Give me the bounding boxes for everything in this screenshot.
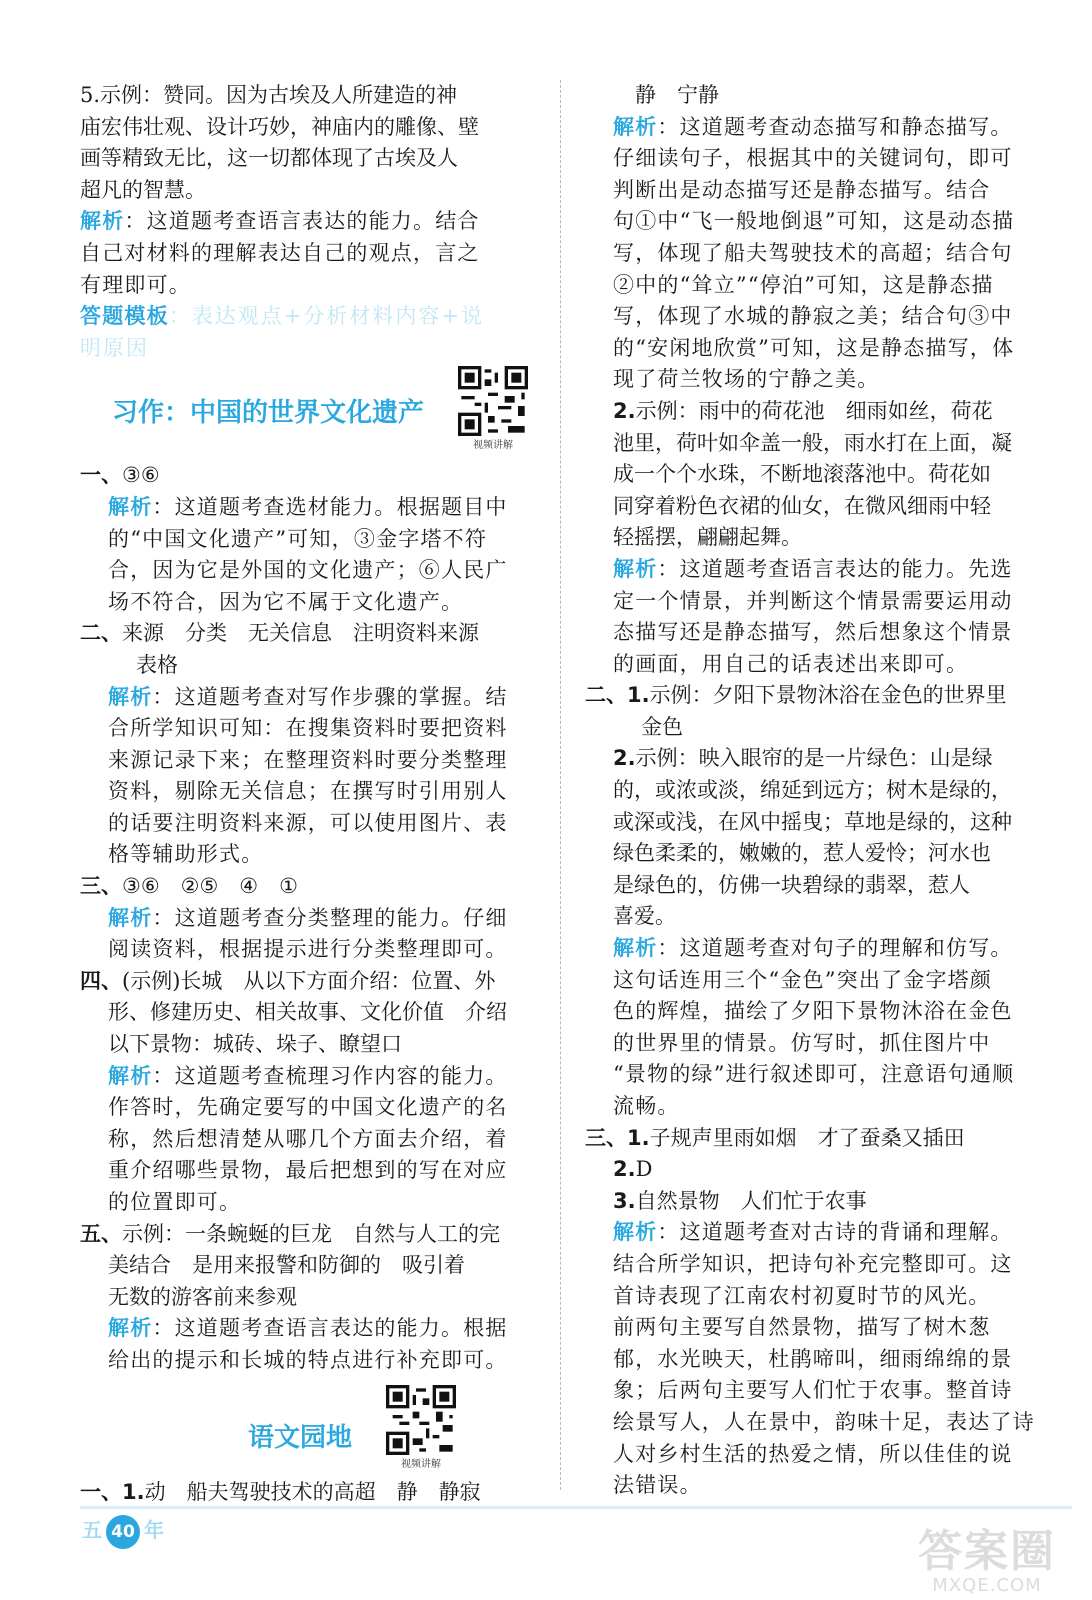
answer-line: 二、来源 分类 无关信息 注明资料来源	[80, 621, 479, 646]
explanation-line: 判断出是动态描写还是静态描写。结合	[613, 177, 991, 202]
watermark-url: MXQE.COM	[932, 1575, 1042, 1596]
explanation-line: 解析：这道题考查选材能力。根据题目中	[108, 494, 508, 519]
explanation-line: 的“中国文化遗产”可知，③金字塔不符	[108, 526, 488, 551]
explanation-line: 这句话连用三个“金色”突出了金字塔颜	[613, 967, 993, 992]
explanation-line: 解析：这道题考查分类整理的能力。仔细	[108, 905, 508, 930]
qr-caption: 视频讲解	[401, 1458, 441, 1470]
explanation-line: 定一个情景，并判断这个情景需要运用动	[613, 588, 1013, 613]
explanation-line: 格等辅助形式。	[108, 842, 264, 867]
explanation-line: 绘景写人，人在景中，韵味十足，表达了诗	[613, 1409, 1035, 1434]
explanation-line: 合，因为它是外国的文化遗产；⑥人民广	[108, 558, 508, 583]
explanation-line: 写，体现了水城的静寂之美；结合句③中	[613, 304, 1013, 329]
explanation-line: 自己对材料的理解表达自己的观点，言之	[80, 240, 480, 265]
page-number	[82, 1512, 164, 1548]
watermark-text: 答案圈	[918, 1526, 1056, 1577]
explanation-line: 首诗表现了江南农村初夏时节的风光。	[613, 1283, 991, 1308]
page-number-badge: 40	[106, 1515, 140, 1549]
explanation-line: 解析：这道题考查语言表达的能力。根据	[108, 1316, 508, 1341]
answer-line: 3.自然景物 人们忙于农事	[613, 1188, 867, 1213]
answer-line: 或深或浅，在风中摇曳；草地是绿的，这种	[613, 809, 1012, 834]
explanation-line: 作答时，先确定要写的中国文化遗产的名	[108, 1095, 508, 1120]
explanation-line: 资料，剔除无关信息；在撰写时引用别人	[108, 779, 508, 804]
answer-line: 一、1.动 船夫驾驶技术的高超 静 静寂	[80, 1479, 481, 1504]
answer-line: 喜爱。	[613, 904, 676, 929]
answer-line: 轻摇摆，翩翩起舞。	[613, 525, 802, 550]
explanation-line: 前两句主要写自然景物，描写了树木葱	[613, 1315, 991, 1340]
explanation-line: 流畅。	[613, 1094, 680, 1118]
answer-line: 绿色柔柔的，嫩嫩的，惹人爱怜；河水也	[613, 841, 991, 866]
column-divider	[560, 80, 561, 1490]
answer-line: 三、③⑥ ②⑤ ④ ①	[80, 874, 298, 899]
text-line: 5.示例：赞同。因为古埃及人所建造的神	[80, 83, 458, 107]
answer-line: 二、1.示例：夕阳下景物沐浴在金色的世界里	[585, 683, 1007, 708]
qr-code-icon	[386, 1385, 456, 1455]
answer-line: 池里，荷叶如伞盖一般，雨水打在上面，凝	[613, 430, 1012, 455]
explanation-line: 场不符合，因为它不属于文化遗产。	[108, 589, 464, 614]
explanation-line: 解析：这道题考查对古诗的背诵和理解。	[613, 1220, 1013, 1245]
explanation-line: “景物的绿”进行叙述即可，注意语句通顺	[613, 1062, 1015, 1087]
answer-line: 同穿着粉色衣裙的仙女，在微风细雨中轻	[613, 493, 991, 518]
explanation-line: 象；后两句主要写人们忙于农事。整首诗	[613, 1378, 1013, 1403]
explanation-line: 解析：这道题考查语言表达的能力。结合	[80, 209, 480, 234]
answer-line: 静 宁静	[635, 83, 719, 107]
text-line: 庙宏伟壮观、设计巧妙，神庙内的雕像、壁	[80, 114, 479, 139]
text-line: 超凡的智慧。	[80, 177, 206, 202]
answer-line: 五、示例：一条蜿蜒的巨龙 自然与人工的完	[80, 1221, 500, 1246]
explanation-line: 色的辉煌，描绘了夕阳下景物沐浴在金色	[613, 999, 1013, 1024]
explanation-line: 来源记录下来；在整理资料时要分类整理	[108, 747, 508, 772]
explanation-line: 态描写还是静态描写，然后想象这个情景	[613, 620, 1013, 645]
explanation-line: 仔细读句子，根据其中的关键词句，即可	[613, 146, 1013, 171]
explanation-line: 有理即可。	[80, 272, 191, 297]
text-line: 画等精致无比，这一切都体现了古埃及人	[80, 146, 458, 171]
explanation-line: 现了荷兰牧场的宁静之美。	[613, 367, 880, 392]
explanation-line: 的“安闲地欣赏”可知，这是静态描写，体	[613, 335, 1015, 360]
qr-code-icon	[458, 366, 528, 436]
answer-line: 成一个个水珠，不断地滚落池中。荷花如	[613, 462, 991, 487]
explanation-line: 解析：这道题考查动态描写和静态描写。	[613, 114, 1013, 139]
answer-line: 美结合 是用来报警和防御的 吸引着	[108, 1253, 465, 1278]
answer-line: 是绿色的，仿佛一块碧绿的翡翠，惹人	[613, 872, 970, 897]
left-column	[80, 80, 540, 1508]
section-header-writing	[80, 364, 540, 460]
explanation-label: 解析	[80, 209, 125, 234]
explanation-line: 的位置即可。	[108, 1190, 242, 1214]
question-mark: 一、	[80, 463, 122, 488]
answer-line: 表格	[136, 652, 178, 677]
qr-code-video[interactable]	[458, 366, 528, 451]
footer-rule	[80, 1506, 1072, 1509]
explanation-line: 解析：这道题考查语言表达的能力。先选	[613, 556, 1013, 581]
answer-line: 的，或浓或淡，绵延到远方；树木是绿的，	[613, 778, 1012, 803]
explanation-line: 解析：这道题考查梳理习作内容的能力。	[108, 1063, 508, 1088]
section-header-garden	[80, 1377, 540, 1477]
section-title-writing: 习作：中国的世界文化遗产	[112, 398, 425, 429]
footer-suffix: 年	[144, 1518, 164, 1542]
explanation-line: 给出的提示和长城的特点进行补充即可。	[108, 1347, 508, 1372]
answer-line: 2.示例：雨中的荷花池 细雨如丝，荷花	[613, 398, 993, 423]
explanation-line: 解析：这道题考查对写作步骤的掌握。结	[108, 684, 508, 709]
answer-line: 以下景物：城砖、垛子、瞭望口	[108, 1032, 402, 1057]
qr-code-video[interactable]	[386, 1385, 456, 1470]
explanation-line: 解析：这道题考查对句子的理解和仿写。	[613, 936, 1013, 961]
explanation-line: 的世界里的情景。仿写时，抓住图片中	[613, 1030, 991, 1055]
explanation-line: ②中的“耸立”“停泊”可知，这是静态描	[613, 272, 994, 297]
answer-line: 一、③⑥	[80, 463, 160, 488]
explanation-line: 郁，水光映天，杜鹃啼叫，细雨绵绵的景	[613, 1346, 1013, 1371]
explanation-line: 的画面，用自己的话表述出来即可。	[613, 651, 969, 676]
right-column	[585, 80, 1055, 1502]
explanation-line: 称，然后想清楚从哪几个方面去介绍，着	[108, 1126, 508, 1151]
section-title-garden: 语文园地	[248, 1422, 353, 1453]
explanation-line: 的话要注明资料来源，可以使用图片、表	[108, 810, 508, 835]
explanation-line: 结合所学知识，把诗句补充完整即可。这	[613, 1251, 1013, 1276]
explanation-line: 句①中“飞一般地倒退”可知，这是动态描	[613, 209, 1015, 234]
explanation-line: 法错误。	[613, 1473, 702, 1498]
explanation-line: 写，体现了船夫驾驶技术的高超；结合句	[613, 240, 1013, 265]
qr-caption: 视频讲解	[473, 440, 513, 452]
answer-line: 四、(示例)长城 从以下方面介绍：位置、外	[80, 968, 496, 993]
answer-line: 2.示例：映入眼帘的是一片绿色：山是绿	[613, 746, 993, 771]
answer-template-label: 答题模板	[80, 304, 169, 329]
answer-template-line: 答题模板：表达观点+分析材料内容+说	[80, 304, 485, 329]
answer-line: 形、修建历史、相关故事、文化价值 介绍	[108, 1000, 507, 1025]
answer-line: 2.D	[613, 1157, 653, 1182]
answer-line: 金色	[641, 714, 683, 739]
explanation-line: 重介绍哪些景物，最后把想到的写在对应	[108, 1158, 508, 1183]
answer-template-line: 明原因	[80, 335, 149, 360]
answer-line: 三、1.子规声里雨如烟 才了蚕桑又插田	[585, 1125, 965, 1150]
footer-grade: 五	[82, 1518, 102, 1542]
explanation-line: 阅读资料，根据提示进行分类整理即可。	[108, 937, 508, 962]
answer-line: 无数的游客前来参观	[108, 1284, 297, 1309]
explanation-line: 人对乡村生活的热爱之情，所以佳佳的说	[613, 1441, 1013, 1466]
explanation-line: 合所学知识可知：在搜集资料时要把资料	[108, 716, 508, 741]
watermark-logo	[902, 1526, 1072, 1596]
